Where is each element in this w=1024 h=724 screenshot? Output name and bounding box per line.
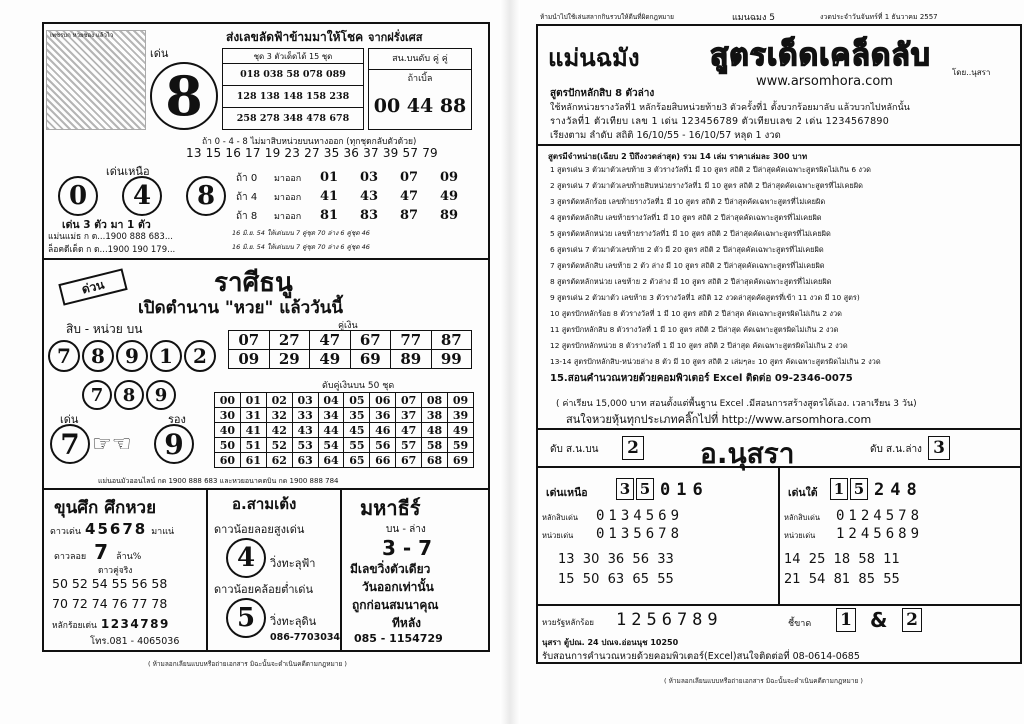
- stock-box1: 1: [836, 608, 856, 632]
- grid-cell: 59: [448, 438, 474, 453]
- grid-cell: 42: [266, 423, 292, 438]
- brand-right: สูตรเด็ดเคล็ดลับ: [710, 38, 931, 73]
- grid-cell: 57: [396, 438, 422, 453]
- hot-row-lead: ถ้า 0: [236, 173, 258, 184]
- grid-row: [215, 393, 474, 408]
- col3-title: มหาธีร์: [360, 496, 421, 520]
- north-box: 3: [616, 478, 634, 500]
- hot-digit: 8: [186, 176, 226, 216]
- grid-cell: 49: [448, 423, 474, 438]
- ad-row: 258 278 348 478 678: [236, 113, 350, 124]
- ad-side2: ถ้าเบิ้ล: [407, 74, 433, 84]
- col1-hundred-label: หลักร้อยเด่น: [52, 621, 97, 631]
- hot-num: 01: [320, 170, 339, 185]
- intro-line: รางวัลที่1 ตัวเทียบ เลข 1 เด่น 123456789 ตัวเทียบเลข 2 เด่น 1234567890: [550, 116, 890, 127]
- brand-sub: โดย..นุสรา: [952, 68, 991, 77]
- hot-row-mid: มาออก: [274, 193, 302, 203]
- zodiac-circle: 8: [114, 380, 144, 410]
- grid-cell: 37: [396, 408, 422, 423]
- pair-cell: 77: [391, 331, 432, 350]
- ad-subtitle: ชุด 3 ตัวเด็ดได้ 15 ชุด: [223, 49, 363, 64]
- pair-cell: 67: [350, 331, 391, 350]
- col2-side1: วิ่งทะลุฟ้า: [270, 557, 316, 570]
- south-label: เด่นใต้: [788, 487, 818, 499]
- north-units: 0135678: [596, 526, 684, 542]
- col2-line2: ดาวน้อยคล้อยต่ำเด่น: [214, 583, 313, 596]
- formula-item: 10 สูตรปักหลักร้อย 8 ตัวรางวัลที่ 1 มี 10 สูตร สถิติ 2 ปีล่าสุด คัดเฉพาะสูตรผิดไม่เกิน 2 งวด: [550, 309, 842, 318]
- col2-title: อ.สามเต้ง: [232, 495, 297, 513]
- intro-line: เรียงตาม ลำดับ สถิติ 16/10/55 - 16/10/57 หลุด 1 งวด: [550, 130, 781, 141]
- zodiac-circle: 9: [146, 380, 176, 410]
- stock-label: หวยรัฐหลักร้อย: [542, 618, 594, 627]
- grid-cell: 61: [240, 453, 266, 468]
- grid-cell: 44: [318, 423, 344, 438]
- north-row: 15 50 63 65 55: [558, 572, 674, 587]
- second-digit: 9: [154, 424, 194, 464]
- grid-cell: 07: [396, 393, 422, 408]
- pointing-hands-icon: ☞☜: [92, 432, 132, 457]
- pairs-table: [228, 330, 472, 369]
- ad-title: ส่งเลขลัดฟ้าข้ามมาให้โชค: [226, 30, 364, 44]
- formula-item: 5 สูตรตัดหลักหน่วย เลขท้ายรางวัลที่1 มี 10 สูตร สถิติ 2 ปีล่าสุดคัดเฉพาะสูตรที่ไม่เคยผิด: [550, 229, 831, 238]
- grid-cell: 54: [318, 438, 344, 453]
- hot-digit: 0: [58, 176, 98, 216]
- grid-cell: 02: [266, 393, 292, 408]
- divider: [536, 428, 1022, 430]
- table-label: ดับคู่เงินบน 50 ชุด: [322, 381, 395, 391]
- digits-note: ถ้า 0 - 4 - 8 ไม่มาสิบหน่วยบนหางออก (ทุกชุดกลับตัวด้วย): [202, 137, 417, 147]
- col3-num: 3 - 7: [382, 536, 433, 560]
- zodiac-bottom-note: แม่นอนมัวออนไลน์ กด 1900 888 683 และหวยอนาคตบิน กด 1900 888 784: [98, 477, 339, 485]
- lucky-label: เด่น: [150, 47, 169, 60]
- ad-from: จากฝรั่งเศส: [368, 31, 423, 44]
- logo-caption: เพชรบก หวยซอง แล้วไว: [50, 32, 114, 39]
- grid-cell: 45: [344, 423, 370, 438]
- lead-digit: 7: [50, 424, 90, 464]
- formula-item: 8 สูตรตัดหลักหน่วย เลขท้าย 2 ตัวล่าง มี 10 สูตร สถิติ 2 ปีล่าสุดคัดเฉพาะสูตรที่ไม่เคยผิด: [550, 277, 832, 286]
- hot-num: 07: [400, 170, 419, 185]
- website: www.arsomhora.com: [756, 74, 893, 89]
- lucky-digit: 8: [150, 62, 218, 130]
- grid-row: [215, 453, 474, 468]
- issue-label: แมนฉมง 5: [732, 13, 775, 23]
- grid-cell: 33: [292, 408, 318, 423]
- course-note: ( ค่าเรียน 15,000 บาท สอนตั้งแต่พื้นฐาน Excel .มีสอนการสร้างสูตรได้เอง. เวลาเรียน 3 วัน): [556, 399, 917, 409]
- formula-item: 9 สูตรเด่น 2 ตัวมาตัว เลขท้าย 3 ตัวรางวัลที่1 สถิติ 12 งวดล่าสุดคัดสูตรที่เข้า 11 งวด มี 10 สูตร): [550, 293, 860, 302]
- grid-row: [215, 408, 474, 423]
- pairs-label: คู่เงิน: [338, 321, 358, 331]
- stock-amp: &: [870, 608, 888, 632]
- divider: [42, 258, 490, 260]
- col1-line2-label: ดาวลอย: [54, 552, 87, 562]
- zodiac-circle: 8: [82, 340, 114, 372]
- grid-cell: 06: [370, 393, 396, 408]
- zodiac-subtitle: เปิดตำนาน "หวย" แล้ววันนี้: [138, 298, 343, 318]
- col1-hundred: [52, 617, 170, 632]
- col2-phone: 086-7703034: [270, 632, 341, 643]
- grid-cell: 36: [370, 408, 396, 423]
- col1-line1-label: ดาวเด่น: [50, 527, 82, 537]
- issue-date: งวดประจำวันจันทร์ที่ 1 ธันวาคม 2557: [820, 13, 938, 21]
- formula-item: 15.สอนคำนวณหวยด้วยคอมพิวเตอร์ Excel ติดต่อ 09-2346-0075: [550, 373, 853, 384]
- divider: [340, 488, 342, 652]
- south-box: 1: [830, 478, 848, 500]
- number-grid: [214, 392, 474, 468]
- col1-line2-suffix: ล้าน%: [116, 552, 142, 562]
- grid-row: [215, 423, 474, 438]
- hot-row: [236, 189, 476, 208]
- grid-cell: 35: [344, 408, 370, 423]
- ad-side-box: [368, 48, 472, 130]
- grid-cell: 67: [396, 453, 422, 468]
- brand-left: แม่นฉมัง: [548, 44, 640, 72]
- hot-row: [236, 170, 476, 189]
- grid-cell: 50: [215, 438, 241, 453]
- interest-link[interactable]: สนใจหวยหุ้นทุกประเภทคลิ๊กไปที่ http://www.arsomhora.com: [566, 413, 872, 426]
- hot-row: [236, 208, 476, 227]
- hot-label: เด่นเหนือ: [106, 165, 150, 178]
- grid-cell: 56: [370, 438, 396, 453]
- urgent-badge: ด่วน: [58, 268, 127, 305]
- hot-num: 09: [440, 170, 459, 185]
- grid-cell: 68: [422, 453, 448, 468]
- grid-cell: 43: [292, 423, 318, 438]
- formula-item: 3 สูตรตัดหลักร้อย เลขท้ายรางวัลที่1 มี 10 สูตร สถิติ 2 ปีล่าสุดคัดเฉพาะสูตรที่ไม่เคยผิด: [550, 197, 826, 206]
- grid-cell: 41: [240, 423, 266, 438]
- col2-digit1: 4: [226, 538, 266, 578]
- top-box: 2: [622, 436, 644, 460]
- col2-line1: ดาวน้อยลอยสูงเด่น: [214, 523, 305, 536]
- south-tens: 0124578: [836, 508, 924, 524]
- col3-line5: ทีหลัง: [392, 616, 422, 630]
- zodiac-circles-2: [82, 380, 176, 410]
- stock-hint-label: ชี้ขาด: [788, 619, 812, 629]
- hot-row-lead: ถ้า 4: [236, 192, 258, 203]
- pair-cell: 89: [391, 350, 432, 369]
- grid-cell: 48: [422, 423, 448, 438]
- left-page: [0, 0, 500, 724]
- hot-row-lead: ถ้า 8: [236, 211, 258, 222]
- address: นุสรา ตู้ปณ. 24 ปณจ.อ่อนนุช 10250: [542, 638, 679, 647]
- hot-digit: 4: [122, 176, 162, 216]
- formula-item: 11 สูตรปักหลักสิบ 8 ตัวรางวัลที่ 1 มี 10 สูตร สถิติ 2 ปีล่าสุด คัดเฉพาะสูตรผิดไม่เกิน 2 งวด: [550, 325, 839, 334]
- grid-cell: 47: [396, 423, 422, 438]
- hot-row-mid: มาออก: [274, 212, 302, 222]
- grid-cell: 40: [215, 423, 241, 438]
- zodiac-circle: 2: [184, 340, 216, 372]
- north-units-label: หน่วยเด่น: [542, 531, 574, 540]
- col1-line1-num: 45678: [85, 520, 148, 538]
- author-name: อ.นุสรา: [700, 437, 795, 470]
- grid-cell: 04: [318, 393, 344, 408]
- grid-cell: 39: [448, 408, 474, 423]
- formula-item: 7 สูตรตัดหลักสิบ เลขท้าย 2 ตัว ล่าง มี 10 สูตร สถิติ 2 ปีล่าสุดคัดเฉพาะสูตรที่ไม่เคยผิด: [550, 261, 825, 270]
- grid-cell: 66: [370, 453, 396, 468]
- zodiac-digits-label: สิบ - หน่วย บน: [66, 322, 143, 336]
- right-page: [520, 0, 1024, 724]
- grid-cell: 52: [266, 438, 292, 453]
- hot-num: 49: [440, 189, 459, 204]
- col3-phone: 085 - 1154729: [354, 632, 443, 645]
- south-rest: 248: [874, 480, 923, 500]
- grid-cell: 34: [318, 408, 344, 423]
- formula-item: 6 สูตรเด่น 7 ตัวมาตัวเลขท้าย 2 ตัว มี 20 สูตร สถิติ 2 ปีล่าสุดคัดเฉพาะสูตรที่ไม่เคยผิด: [550, 245, 824, 254]
- grid-cell: 58: [422, 438, 448, 453]
- low-label: ดับ ส.น.ล่าง: [870, 444, 922, 455]
- hot-num: 43: [360, 189, 379, 204]
- north-box: 5: [636, 478, 654, 500]
- north-label: เด่นเหนือ: [546, 487, 588, 499]
- divider: [778, 466, 780, 604]
- zodiac-circles: [48, 340, 216, 372]
- formula-item: 2 สูตรเด่น 7 ตัวมาตัวเลขท้ายสิบหน่วยรางวัลที่1 มี 10 สูตร สถิติ 2 ปีล่าสุดคัดเฉพาะสูตรที่ไม่เคยผิด: [550, 181, 863, 190]
- cta: รับสอนการคำนวณหวยด้วยคอมพิวเตอร์(Excel)สนใจติดต่อที่ 08-0614-0685: [542, 651, 860, 662]
- pair-cell: 87: [431, 331, 472, 350]
- pair-cell: 49: [310, 350, 351, 369]
- hot-num: 03: [360, 170, 379, 185]
- intro-line: ใช้หลักหน่วยรางวัลที่1 หลักร้อยสิบหน่วยท้าย3 ตัวครั้งที่1 ตั้งบวกร้อยมาลับ แล้วบวกไปหลักนั้น: [550, 103, 910, 113]
- col1-line2: [54, 540, 141, 564]
- hot-phone2: ล็อคดีเด็ด ก ด...1900 190 179...: [48, 245, 176, 255]
- second-label: รอง: [168, 413, 186, 426]
- number-strip: 13 15 16 17 19 23 27 35 36 37 39 57 79: [186, 146, 438, 160]
- grid-cell: 03: [292, 393, 318, 408]
- col3-line2: มีเลขวิ่งตัวเดียว: [350, 562, 431, 576]
- hot-num: 81: [320, 208, 339, 223]
- divider: [206, 488, 208, 652]
- right-footer: ( ห้ามลอกเลียนแบบหรือถ่ายเอกสาร มิฉะนั้นจะดำเนินคดีตามกฎหมาย ): [664, 677, 863, 685]
- grid-cell: 30: [215, 408, 241, 423]
- south-box: 5: [850, 478, 868, 500]
- north-tens: 0134569: [596, 508, 684, 524]
- hot-phone1: แม่นแม่ธ ก ด...1900 888 683...: [48, 232, 173, 242]
- stock-nums: 1256789: [616, 610, 723, 630]
- pair-cell: 47: [310, 331, 351, 350]
- south-units: 1245689: [836, 526, 924, 542]
- hot-num: 41: [320, 189, 339, 204]
- hot-num: 87: [400, 208, 419, 223]
- grid-cell: 08: [422, 393, 448, 408]
- grid-cell: 38: [422, 408, 448, 423]
- list-title: สูตรมีจำหน่าย(เฉียบ 2 ปีถึงงวดล่าสุด) รวม 14 เล่ม ราคาเล่มละ 300 บาท: [548, 152, 808, 161]
- ad-row: 018 038 58 078 089: [223, 64, 363, 86]
- divider: [536, 604, 1022, 606]
- grid-row: [215, 438, 474, 453]
- col1-hundred-num: 1234789: [100, 617, 170, 631]
- formula-item: 13-14 สูตรปักหลักสิบ-หน่วยล่าง 8 ตัว มี 10 สูตร สถิติ 2 เล่มๆละ 10 สูตร คัดเฉพาะสูตรผิดไม่เกิน 2 งวด: [550, 357, 881, 366]
- low-box: 3: [928, 436, 950, 460]
- ad-side1: สน.บนดับ คู่ คู่: [369, 49, 471, 70]
- ad-row: 128 138 148 158 238: [223, 86, 363, 108]
- page-gutter: [500, 0, 520, 724]
- grid-cell: 53: [292, 438, 318, 453]
- hot-hand1: 16 มิ.ย. 54 ให้เด่นบน 7 คู่ชุด 70 ล่าง 6 คู่ชุด 46: [232, 229, 370, 237]
- col3-line3: วันออกเท่านั้น: [362, 580, 434, 594]
- hot-num: 83: [360, 208, 379, 223]
- south-row: 14 25 18 58 11: [784, 552, 900, 567]
- col1-phone: โทร.081 - 4065036: [90, 636, 180, 647]
- hot-hand2: 16 มิ.ย. 54 ให้เด่นบน 7 คู่ชุด 70 ล่าง 6 คู่ชุด 46: [232, 243, 370, 251]
- grid-cell: 01: [240, 393, 266, 408]
- col1-pairs-row: 70 72 74 76 77 78: [52, 596, 168, 611]
- pair-cell: 69: [350, 350, 391, 369]
- south-units-label: หน่วยเด่น: [784, 531, 816, 540]
- pair-cell: 99: [431, 350, 472, 369]
- col1-line1: [50, 520, 174, 538]
- grid-cell: 09: [448, 393, 474, 408]
- stock-box2: 2: [902, 608, 922, 632]
- grid-cell: 69: [448, 453, 474, 468]
- col2-digit2: 5: [226, 598, 266, 638]
- grid-cell: 64: [318, 453, 344, 468]
- grid-cell: 62: [266, 453, 292, 468]
- col3-line4: ถูกก่อนสมนาคุณ: [352, 598, 439, 612]
- south-tens-label: หลักสิบเด่น: [784, 513, 820, 522]
- formula-item: 4 สูตรตัดหลักสิบ เลขท้ายรางวัลที่1 มี 10 สูตร สถิติ 2 ปีล่าสุดคัดเฉพาะสูตรที่ไม่เคยผิด: [550, 213, 822, 222]
- pair-cell: 07: [229, 331, 270, 350]
- grid-cell: 46: [370, 423, 396, 438]
- hot-rows: [236, 170, 476, 227]
- divider: [536, 144, 1022, 146]
- col1-line1-suffix: มาแน่: [151, 527, 175, 537]
- pair-cell: 27: [269, 331, 310, 350]
- hot-row-mid: มาออก: [274, 174, 302, 184]
- hot-num: 47: [400, 189, 419, 204]
- mermaid-illustration: [46, 30, 146, 130]
- pair-cell: 29: [269, 350, 310, 369]
- intro-line: สูตรปักหลักสิบ 8 ตัวล่าง: [550, 88, 655, 99]
- grid-cell: 63: [292, 453, 318, 468]
- col1-line2-num: 7: [94, 540, 109, 564]
- top-label: ดับ ส.น.บน: [550, 444, 599, 455]
- pair-cell: 09: [229, 350, 270, 369]
- ad-sets-box: [222, 48, 364, 130]
- ad-side-num: 00 44 88: [373, 95, 467, 117]
- north-rest: 016: [660, 480, 709, 500]
- grid-cell: 05: [344, 393, 370, 408]
- col2-side2: วิ่งทะลุดิน: [270, 615, 317, 628]
- hot-num: 89: [440, 208, 459, 223]
- zodiac-circle: 9: [116, 340, 148, 372]
- zodiac-circle: 1: [150, 340, 182, 372]
- grid-cell: 60: [215, 453, 241, 468]
- grid-cell: 51: [240, 438, 266, 453]
- grid-cell: 55: [344, 438, 370, 453]
- zodiac-circle: 7: [82, 380, 112, 410]
- grid-cell: 32: [266, 408, 292, 423]
- formula-item: 1 สูตรเด่น 3 ตัวมาตัวเลขท้าย 3 ตัวรางวัลที่1 มี 10 สูตร สถิติ 2 ปีล่าสุดคัดเฉพาะสูตรผิดไม่เกิน 6 งวด: [550, 165, 871, 174]
- lead-label: เด่น: [60, 413, 79, 426]
- left-footer: ( ห้ามลอกเลียนแบบหรือถ่ายเอกสาร มิฉะนั้นจะดำเนินคดีตามกฎหมาย ): [148, 660, 347, 668]
- col1-pairs-label: ดาวคู่จริง: [98, 566, 133, 576]
- zodiac-circle: 7: [48, 340, 80, 372]
- grid-cell: 31: [240, 408, 266, 423]
- col3-line1: บน - ล่าง: [386, 524, 426, 535]
- formula-item: 12 สูตรปักหลักหน่วย 8 ตัวรางวัลที่ 1 มี 10 สูตร สถิติ 2 ปีล่าสุด คัดเฉพาะสูตรผิดไม่เกิน 2 งวด: [550, 341, 848, 350]
- grid-cell: 00: [215, 393, 241, 408]
- zodiac-title: ราศีธนู: [214, 268, 293, 298]
- top-note: ห้ามนำไปใช้เล่นสลากกินรวบให้ดีนที่ผิดกฎหมาย: [540, 13, 674, 21]
- north-row: 13 30 36 56 33: [558, 552, 674, 567]
- divider: [42, 488, 490, 490]
- col1-pairs-row: 50 52 54 55 56 58: [52, 576, 168, 591]
- col1-title: ขุนศึก ศึกหวย: [54, 498, 157, 518]
- hot-note: เด่น 3 ตัว มา 1 ตัว: [62, 219, 151, 231]
- south-row: 21 54 81 85 55: [784, 572, 900, 587]
- grid-cell: 65: [344, 453, 370, 468]
- north-tens-label: หลักสิบเด่น: [542, 513, 578, 522]
